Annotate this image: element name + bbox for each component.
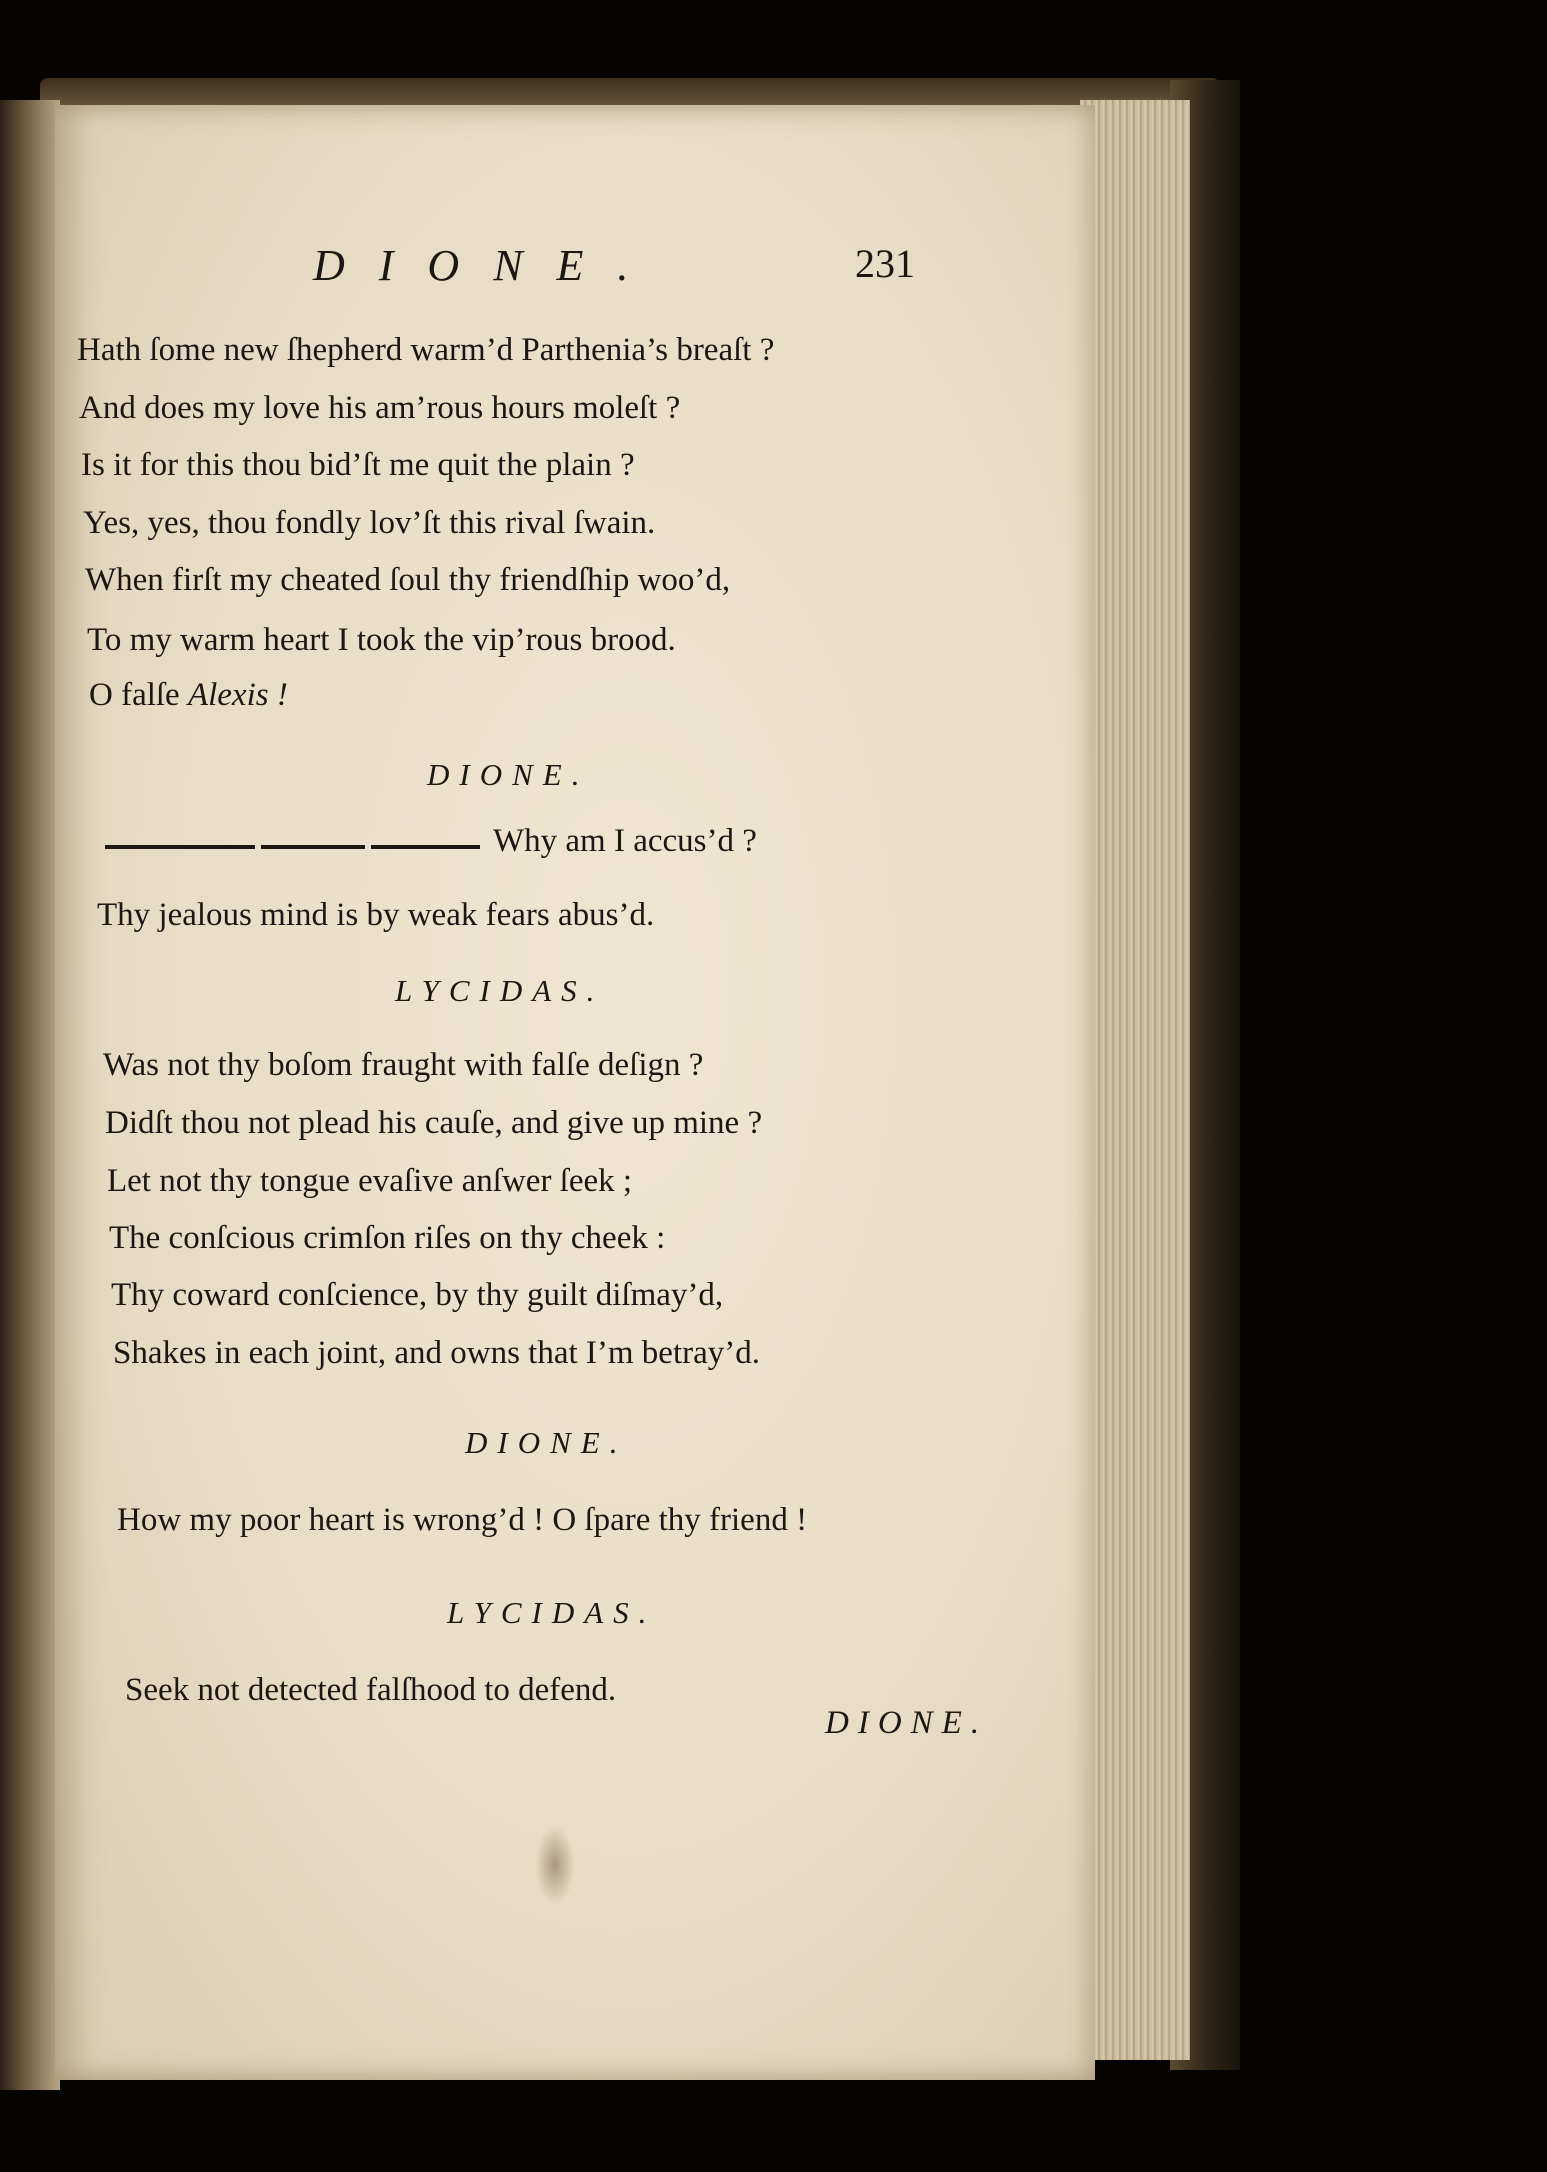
verse-line: And does my love his am’rous hours moleſt ? bbox=[79, 390, 681, 426]
book-page bbox=[55, 105, 1095, 2080]
speaker-heading: DIONE. bbox=[427, 757, 590, 792]
paper-stain bbox=[535, 1825, 575, 1905]
verse-line: Hath ſome new ſhepherd warm’d Parthenia’s breaſt ? bbox=[77, 332, 775, 368]
verse-line: To my warm heart I took the vip’rous brood. bbox=[87, 622, 676, 658]
verse-line: Is it for this thou bid’ſt me quit the plain ? bbox=[81, 447, 635, 483]
facing-page-edge bbox=[0, 100, 60, 2090]
character-name: Alexis ! bbox=[187, 677, 288, 713]
verse-line: How my poor heart is wrong’d ! O ſpare thy friend ! bbox=[117, 1502, 808, 1538]
verse-line: Why am I accus’d ? bbox=[493, 823, 757, 859]
verse-line: Yes, yes, thou fondly lov’ſt this rival ſwain. bbox=[83, 505, 656, 541]
verse-line bbox=[89, 675, 288, 715]
running-head: DIONE. bbox=[313, 241, 663, 290]
speaker-heading: LYCIDAS. bbox=[395, 973, 605, 1008]
verse-text: O falſe bbox=[89, 677, 180, 713]
verse-line: Was not thy boſom fraught with falſe deſign ? bbox=[103, 1047, 704, 1083]
verse-line: When firſt my cheated ſoul thy friendſhip woo’d, bbox=[85, 562, 731, 598]
verse-line: Let not thy tongue evaſive anſwer ſeek ; bbox=[107, 1163, 633, 1199]
page-text bbox=[55, 105, 1095, 2080]
dash-rule bbox=[105, 845, 480, 849]
verse-line: The conſcious crimſon riſes on thy cheek : bbox=[109, 1220, 666, 1256]
verse-line: Thy coward conſcience, by thy guilt diſmay’d, bbox=[111, 1277, 724, 1313]
page-stack-edge bbox=[1080, 100, 1190, 2060]
verse-line: Seek not detected falſhood to defend. bbox=[125, 1672, 617, 1708]
catchword: DIONE. bbox=[825, 1705, 989, 1741]
speaker-heading: DIONE. bbox=[465, 1425, 628, 1460]
verse-line: Shakes in each joint, and owns that I’m betray’d. bbox=[113, 1335, 760, 1371]
verse-line: Didſt thou not plead his cauſe, and give up mine ? bbox=[105, 1105, 763, 1141]
verse-line: Thy jealous mind is by weak fears abus’d. bbox=[97, 897, 655, 933]
speaker-heading: LYCIDAS. bbox=[447, 1595, 657, 1630]
page-number: 231 bbox=[855, 241, 915, 286]
